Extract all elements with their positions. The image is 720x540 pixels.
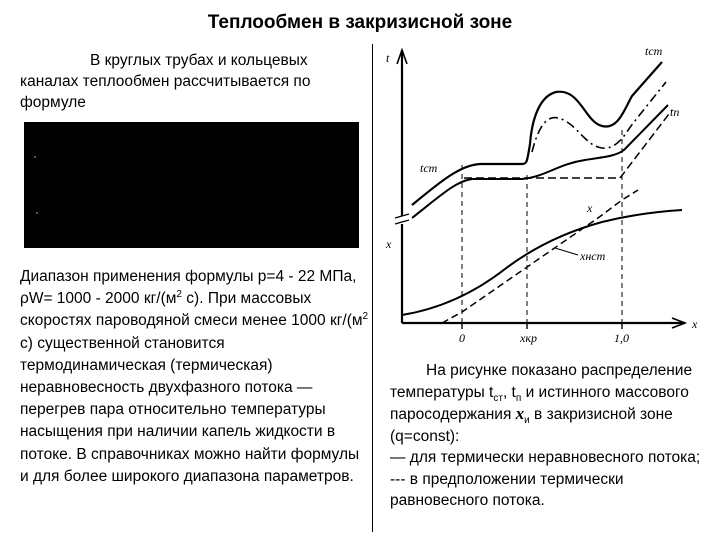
column-divider [372, 44, 373, 532]
curve-tp-nonequilibrium [412, 105, 668, 218]
caption-sub-p: п [515, 392, 522, 404]
intro-paragraph [20, 50, 365, 113]
range-text-3: с) существенной становится термодинамическая (термическая) неравновесность двухфазного потока — перегрев пара относительно температуры насыщения при наличии капель жидкости в потоке. В справочниках можно найти формулы и для более широкого диапазона параметров. [20, 334, 360, 485]
formula-speck [34, 156, 36, 158]
tick-label-zero: 0 [459, 331, 465, 345]
figure-caption [390, 360, 715, 512]
formula-speck [36, 212, 38, 214]
curve-saturation-equilibrium [464, 110, 672, 178]
tick-label-xkr: xкр [520, 331, 537, 345]
intro-text: В круглых трубах и кольцевых каналах теплообмен рассчитывается по формуле [20, 52, 311, 111]
x-axis-label-left: x [386, 237, 392, 251]
caption-line-equilibrium: --- в предположении термически равновесного потока. [390, 470, 624, 509]
temperature-distribution-figure [380, 40, 715, 345]
caption-x-symbol: x [515, 404, 525, 423]
x-curve-label: x [587, 201, 593, 215]
caption-text-1: На рисунке показано распределение температуры t [390, 362, 693, 401]
caption-text-3: и истинного массового паросодержания [390, 383, 689, 423]
range-paragraph [20, 266, 372, 488]
range-sup-1: 2 [176, 289, 182, 301]
xnst-label: xнст [580, 249, 606, 263]
curve-x-true [402, 210, 682, 315]
tick-label-one: 1,0 [614, 331, 629, 345]
page-title: Теплообмен в закризисной зоне [207, 12, 513, 33]
x-axis-label: x [692, 317, 698, 331]
range-text-2: с). При массовых скоростях пароводяной смеси менее 1000 кг/(м [20, 290, 363, 330]
range-text-1: Диапазон применения формулы p=4 - 22 МПа, ρW= 1000 - 2000 кг/(м [20, 268, 357, 308]
tst-left-label: tст [420, 161, 438, 175]
caption-sub-i: и [524, 415, 530, 427]
axis-break-bottom [395, 220, 409, 224]
caption-text-4: в закризисной зоне (q=const): [390, 406, 673, 445]
caption-sub-st: ст [493, 392, 503, 404]
caption-line-nonequilibrium: — для термически неравновесного потока; [390, 449, 701, 466]
range-sup-2: 2 [362, 311, 369, 323]
tp-label: tп [670, 105, 680, 119]
tst-top-label: tст [645, 44, 663, 58]
xnst-leader [555, 248, 578, 255]
t-axis-label: t [386, 51, 390, 65]
formula-image [24, 122, 359, 248]
curve-x-equilibrium [442, 190, 638, 323]
curve-tst-nonequilibrium [412, 62, 662, 205]
caption-text-2: , t [502, 383, 516, 401]
